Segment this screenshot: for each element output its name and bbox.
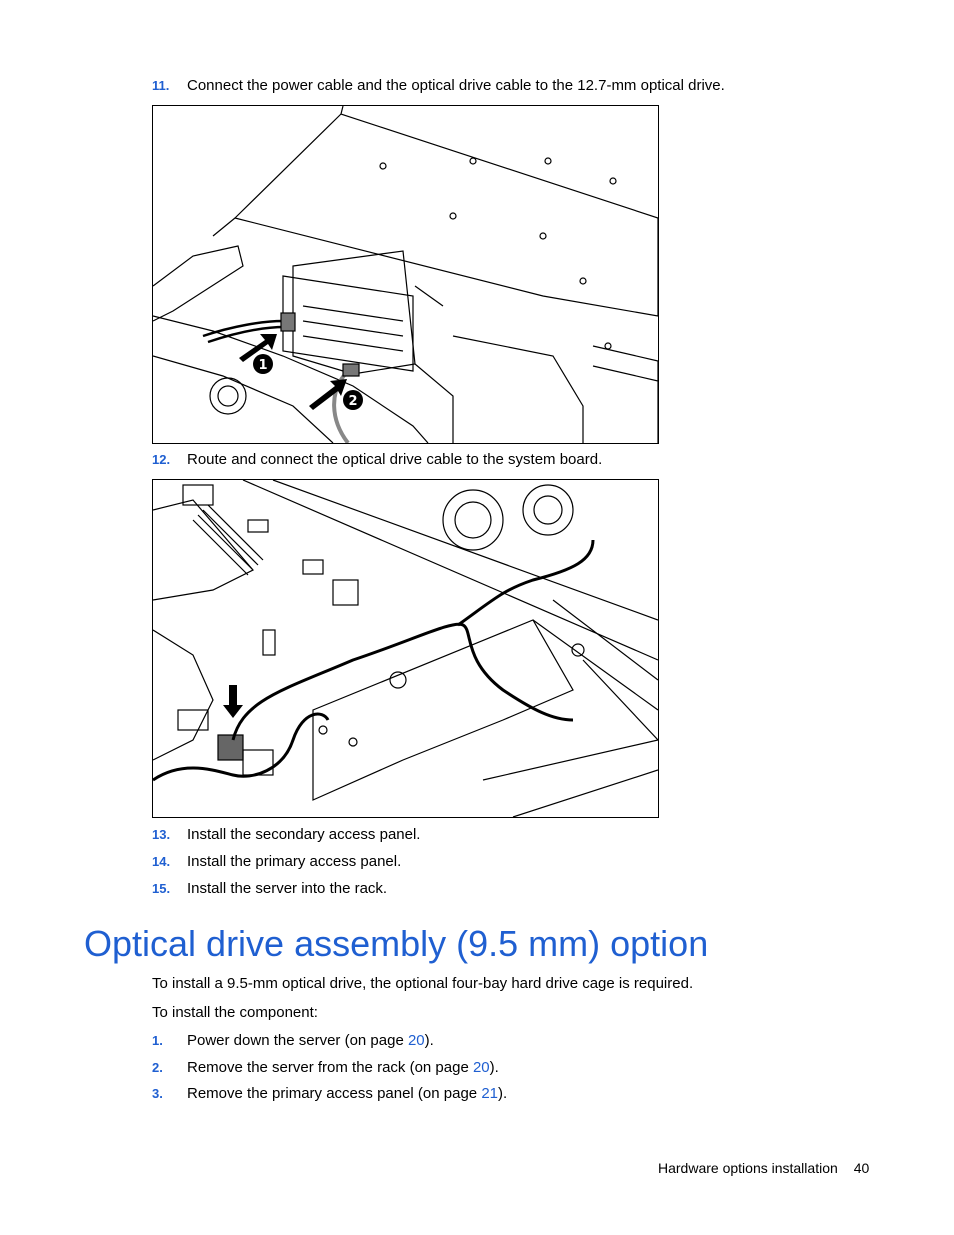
step-text-end: ). (489, 1059, 499, 1076)
step-text: Route and connect the optical drive cable to the system board. (187, 451, 603, 468)
section-heading: Optical drive assembly (9.5 mm) option (84, 923, 709, 964)
page-footer (658, 1158, 869, 1178)
step-number: 14. (152, 854, 171, 869)
step-number: 13. (152, 827, 171, 842)
page-link[interactable]: 20 (472, 1059, 490, 1076)
step-text: Install the secondary access panel. (187, 826, 421, 843)
step-number: 15. (152, 881, 171, 896)
step-number: 1. (152, 1033, 163, 1048)
callout-1: 1 (258, 358, 268, 373)
step-number: 12. (152, 452, 171, 467)
step-text: Remove the primary access panel (on page (187, 1085, 482, 1102)
step-number: 3. (152, 1086, 163, 1101)
step-text: Remove the server from the rack (on page (187, 1059, 473, 1076)
figure-cable-routing (152, 479, 659, 818)
illustration-system-board (153, 480, 658, 817)
page-number: 40 (853, 1160, 870, 1176)
intro-paragraph: To install a 9.5-mm optical drive, the optional four-bay hard drive cage is required. (152, 975, 694, 992)
step-number: 2. (152, 1060, 163, 1075)
step-text: Install the server into the rack. (187, 880, 388, 897)
lead-paragraph: To install the component: (152, 1004, 318, 1021)
step-text: Connect the power cable and the optical drive cable to the 12.7-mm optical drive. (187, 77, 725, 94)
step-number: 11. (152, 78, 170, 93)
page-link[interactable]: 20 (407, 1032, 425, 1049)
callout-2: 2 (348, 394, 358, 409)
page-link[interactable]: 21 (481, 1085, 499, 1102)
illustration-optical-drive (153, 106, 658, 443)
step-text-end: ). (424, 1032, 434, 1049)
step-text: Power down the server (on page (187, 1032, 408, 1049)
step-text-end: ). (498, 1085, 508, 1102)
footer-section: Hardware options installation (658, 1160, 838, 1176)
step-text: Install the primary access panel. (187, 853, 402, 870)
figure-optical-drive-connection (152, 105, 659, 444)
